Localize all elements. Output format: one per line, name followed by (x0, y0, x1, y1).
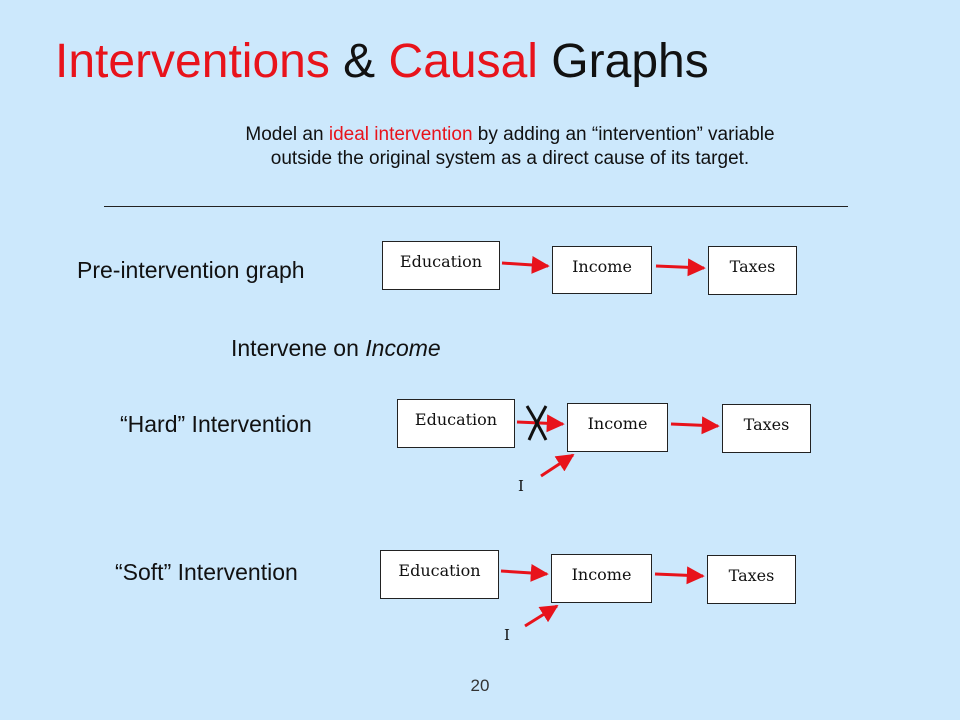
arrow-education-income-hard (517, 422, 563, 424)
arrow-income-taxes-hard (671, 424, 718, 426)
title-word-interventions: Interventions (55, 35, 330, 88)
subtitle-rest: by adding an “intervention” variable (472, 124, 775, 145)
node-income-soft: Income (551, 554, 652, 603)
node-intervention-soft: I (504, 626, 510, 644)
arrow-intervention-income-hard (541, 455, 573, 476)
node-taxes-hard: Taxes (722, 404, 811, 453)
arrow-education-income-pre (502, 263, 548, 266)
node-income-pre: Income (552, 246, 652, 294)
label-soft-intervention: “Soft” Intervention (115, 559, 298, 585)
subtitle-line2: outside the original system as a direct cause of its target. (270, 148, 750, 169)
arrow-income-taxes-pre (656, 266, 704, 268)
intervene-prefix: Intervene on (231, 335, 366, 361)
node-taxes-pre: Taxes (708, 246, 797, 295)
label-hard-intervention: “Hard” Intervention (120, 411, 312, 437)
label-pre-intervention: Pre-intervention graph (77, 257, 305, 283)
node-education-pre: Education (382, 241, 500, 290)
node-education-hard: Education (397, 399, 515, 448)
node-intervention-hard: I (518, 477, 524, 495)
arrow-education-income-soft (501, 571, 547, 574)
node-taxes-soft: Taxes (707, 555, 796, 604)
title-word-causal: Causal (388, 35, 538, 88)
subtitle-lead: Model an (245, 124, 329, 145)
arrow-intervention-income-soft (525, 606, 557, 626)
intervene-target: Income (365, 335, 441, 361)
title-ampersand: & (343, 35, 376, 88)
node-education-soft: Education (380, 550, 499, 599)
node-income-hard: Income (567, 403, 668, 452)
title-word-graphs: Graphs (551, 35, 709, 88)
subtitle-highlight: ideal intervention (328, 124, 473, 145)
arrow-income-taxes-soft (655, 574, 703, 576)
page-number: 20 (470, 676, 490, 695)
